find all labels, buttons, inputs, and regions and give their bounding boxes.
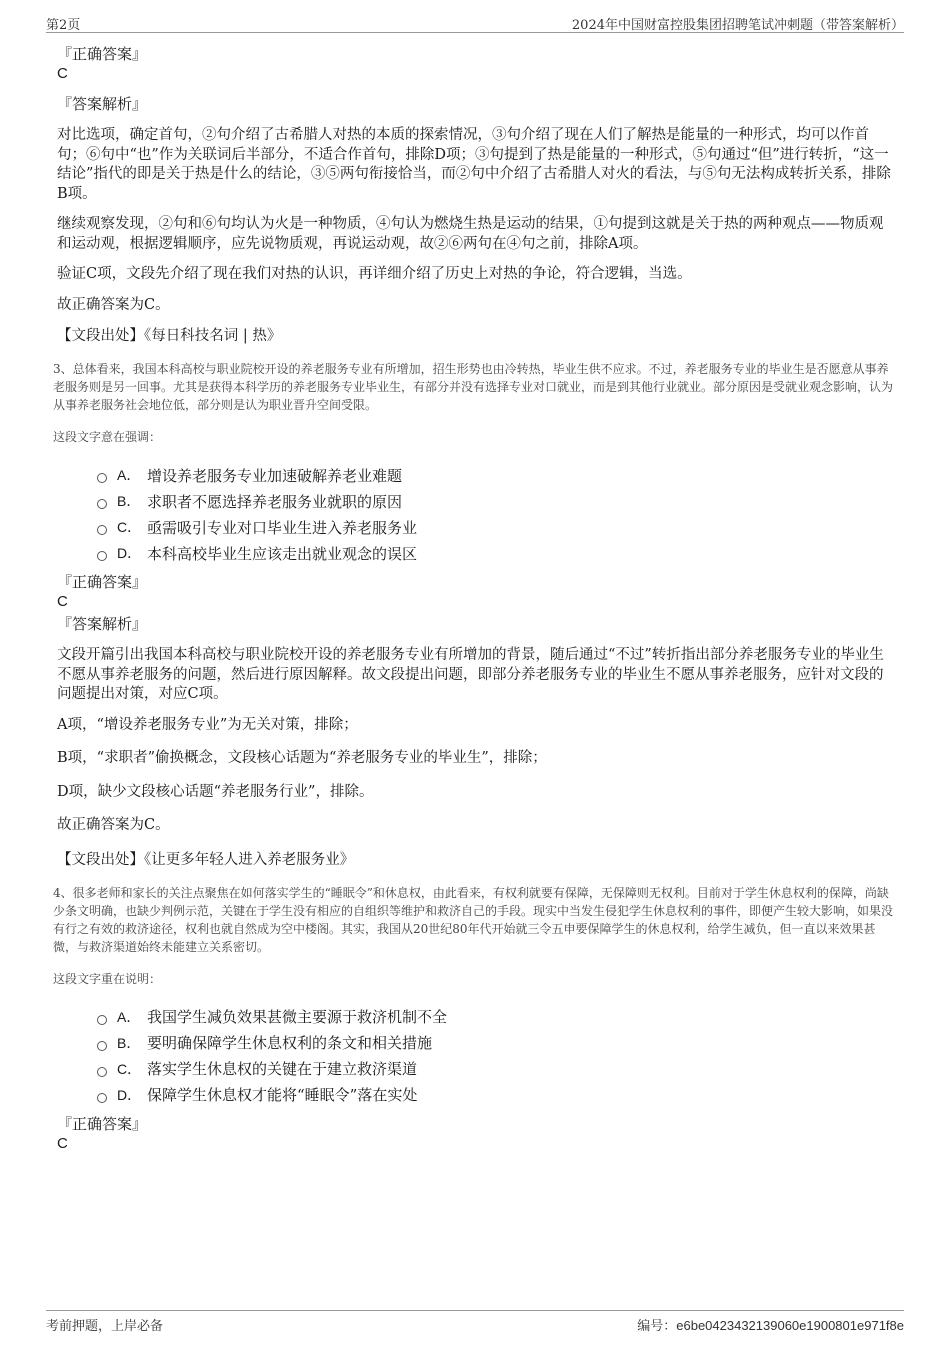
analysis-paragraph: D项，缺少文段核心话题“养老服务行业”，排除。 bbox=[57, 783, 374, 800]
option-letter: B． bbox=[117, 493, 141, 509]
option-text: 落实学生休息权的关键在于建立救济渠道 bbox=[147, 1060, 418, 1078]
option-a[interactable] bbox=[97, 1004, 897, 1030]
code-label: 编号： bbox=[637, 1319, 677, 1334]
analysis-label: 『答案解析』 bbox=[57, 95, 148, 113]
passage-source: 【文段出处】《让更多年轻人进入养老服务业》 bbox=[57, 851, 355, 868]
document-title: 2024年中国财富控股集团招聘笔试冲刺题（带答案解析） bbox=[571, 18, 904, 33]
radio-icon[interactable] bbox=[97, 1015, 107, 1025]
question-3-options bbox=[57, 462, 897, 566]
option-text: 亟需吸引专业对口毕业生进入养老服务业 bbox=[147, 518, 418, 537]
analysis-paragraph: 故正确答案为C。 bbox=[57, 817, 170, 833]
answer-value: C bbox=[57, 1134, 68, 1152]
question-4-options bbox=[57, 1004, 897, 1108]
radio-icon[interactable] bbox=[97, 1093, 107, 1103]
answer-label: 『正确答案』 bbox=[57, 1114, 148, 1133]
analysis-label: 『答案解析』 bbox=[57, 615, 148, 633]
radio-icon[interactable] bbox=[97, 525, 107, 535]
answer-value: C bbox=[57, 65, 68, 82]
option-b[interactable] bbox=[97, 488, 897, 514]
option-letter: A． bbox=[117, 467, 141, 483]
document-code bbox=[637, 1315, 904, 1334]
page-content bbox=[53, 44, 897, 1164]
page-footer bbox=[46, 1310, 904, 1335]
code-value: e6be0423432139060e1900801e971f8e bbox=[676, 1318, 904, 1333]
option-text: 求职者不愿选择养老服务业就职的原因 bbox=[147, 492, 403, 511]
option-letter: A． bbox=[117, 1008, 141, 1025]
option-text: 我国学生减负效果甚微主要源于救济机制不全 bbox=[147, 1008, 448, 1026]
analysis-paragraph: 文段开篇引出我国本科高校与职业院校开设的养老服务专业有所增加的背景，随后通过“不过”转折指出部分养老服务专业的毕业生不愿从事养老服务的问题，然后进行原因解释。故文段提出问题，即部分养老服务专业的毕业生不愿从事养老服务，应针对文段的问题提出对策，对应C项。 bbox=[57, 647, 884, 702]
passage-source: 【文段出处】《每日科技名词 | 热》 bbox=[57, 328, 282, 344]
question-3-text: 3、总体看来，我国本科高校与职业院校开设的养老服务专业有所增加，招生形势也由冷转热，毕业生供不应求。不过，养老服务专业的毕业生是否愿意从事养老服务则是另一回事。尤其是获得本科学历的养老服务专业毕业生，有部分并没有选择专业对口就业，而是到其他行业就业。部分原因是受就业观念影响，认为从事养老服务社会地位低，部分则是认为职业晋升空间受限。 bbox=[53, 362, 894, 412]
analysis-paragraph: B项，“求职者”偷换概念，文段核心话题为“养老服务专业的毕业生”，排除； bbox=[57, 750, 547, 766]
answer-label: 『正确答案』 bbox=[57, 45, 148, 63]
option-text: 保障学生休息权才能将“睡眠令”落在实处 bbox=[147, 1086, 418, 1104]
option-letter: D． bbox=[117, 545, 142, 561]
analysis-paragraph: 故正确答案为C。 bbox=[57, 296, 170, 313]
footer-slogan: 考前押题，上岸必备 bbox=[46, 1319, 164, 1334]
question-4-text: 4、很多老师和家长的关注点聚焦在如何落实学生的“睡眠令”和休息权，由此看来，有权利就要有保障，无保障则无权利。目前对于学生休息权利的保障，尚缺少条文明确，也缺少判例示范，关键在于学生没有相应的自组织等维护和救济自己的手段。现实中当发生侵犯学生休息权利的事件，即便产生较大影响，如果没有行之有效的救济途径，权利也就自然成为空中楼阁。其实，我国从20世纪80年代开始就三令五申要保障学生的休息权利，给学生减负，但一直以来效果甚微，与救济渠道始终未能建立关系密切。 bbox=[53, 885, 894, 954]
analysis-paragraph: 继续观察发现，②句和⑥句均认为火是一种物质，④句认为燃烧生热是运动的结果，①句提到这就是关于热的两种观点——物质观和运动观，根据逻辑顺序，应先说物质观，再说运动观，故②⑥两句在④句之前，排除A项。 bbox=[57, 216, 884, 252]
analysis-paragraph: 验证C项，文段先介绍了现在我们对热的认识，再详细介绍了历史上对热的争论，符合逻辑，当选。 bbox=[57, 266, 692, 282]
page-header bbox=[46, 10, 904, 33]
option-a[interactable] bbox=[97, 462, 897, 488]
option-b[interactable] bbox=[97, 1030, 897, 1056]
radio-icon[interactable] bbox=[97, 499, 107, 509]
option-text: 要明确保障学生休息权利的条文和相关措施 bbox=[147, 1034, 433, 1052]
option-letter: C． bbox=[117, 519, 142, 535]
page-number: 第2页 bbox=[46, 18, 81, 33]
question-4-prompt: 这段文字重在说明： bbox=[53, 971, 162, 986]
question-3-prompt: 这段文字意在强调： bbox=[53, 430, 162, 444]
option-c[interactable] bbox=[97, 514, 897, 540]
option-c[interactable] bbox=[97, 1056, 897, 1082]
radio-icon[interactable] bbox=[97, 473, 107, 483]
analysis-paragraph: A项，“增设养老服务专业”为无关对策，排除； bbox=[57, 716, 358, 733]
analysis-paragraph: 对比选项，确定首句，②句介绍了古希腊人对热的本质的探索情况，③句介绍了现在人们了解热是能量的一种形式，均可以作首句；⑥句中“也”作为关联词后半部分，不适合作首句，排除D项；③句提到了热是能量的一种形式，⑤句通过“但”进行转折，“这一结论”指代的即是关于热是什么的结论，③⑤两句衔接恰当，而②句中介绍了古希腊人对火的看法，与⑤句无法构成转折关系，排除B项。 bbox=[57, 127, 891, 202]
option-text: 增设养老服务专业加速破解养老业难题 bbox=[147, 466, 403, 485]
answer-label: 『正确答案』 bbox=[57, 573, 148, 591]
radio-icon[interactable] bbox=[97, 1041, 107, 1051]
option-d[interactable] bbox=[97, 540, 897, 566]
option-letter: C． bbox=[117, 1060, 142, 1077]
radio-icon[interactable] bbox=[97, 1067, 107, 1077]
radio-icon[interactable] bbox=[97, 551, 107, 561]
option-text: 本科高校毕业生应该走出就业观念的误区 bbox=[147, 544, 418, 563]
option-letter: B． bbox=[117, 1034, 141, 1051]
option-d[interactable] bbox=[97, 1082, 897, 1108]
option-letter: D． bbox=[117, 1086, 142, 1103]
answer-value: C bbox=[57, 593, 68, 610]
